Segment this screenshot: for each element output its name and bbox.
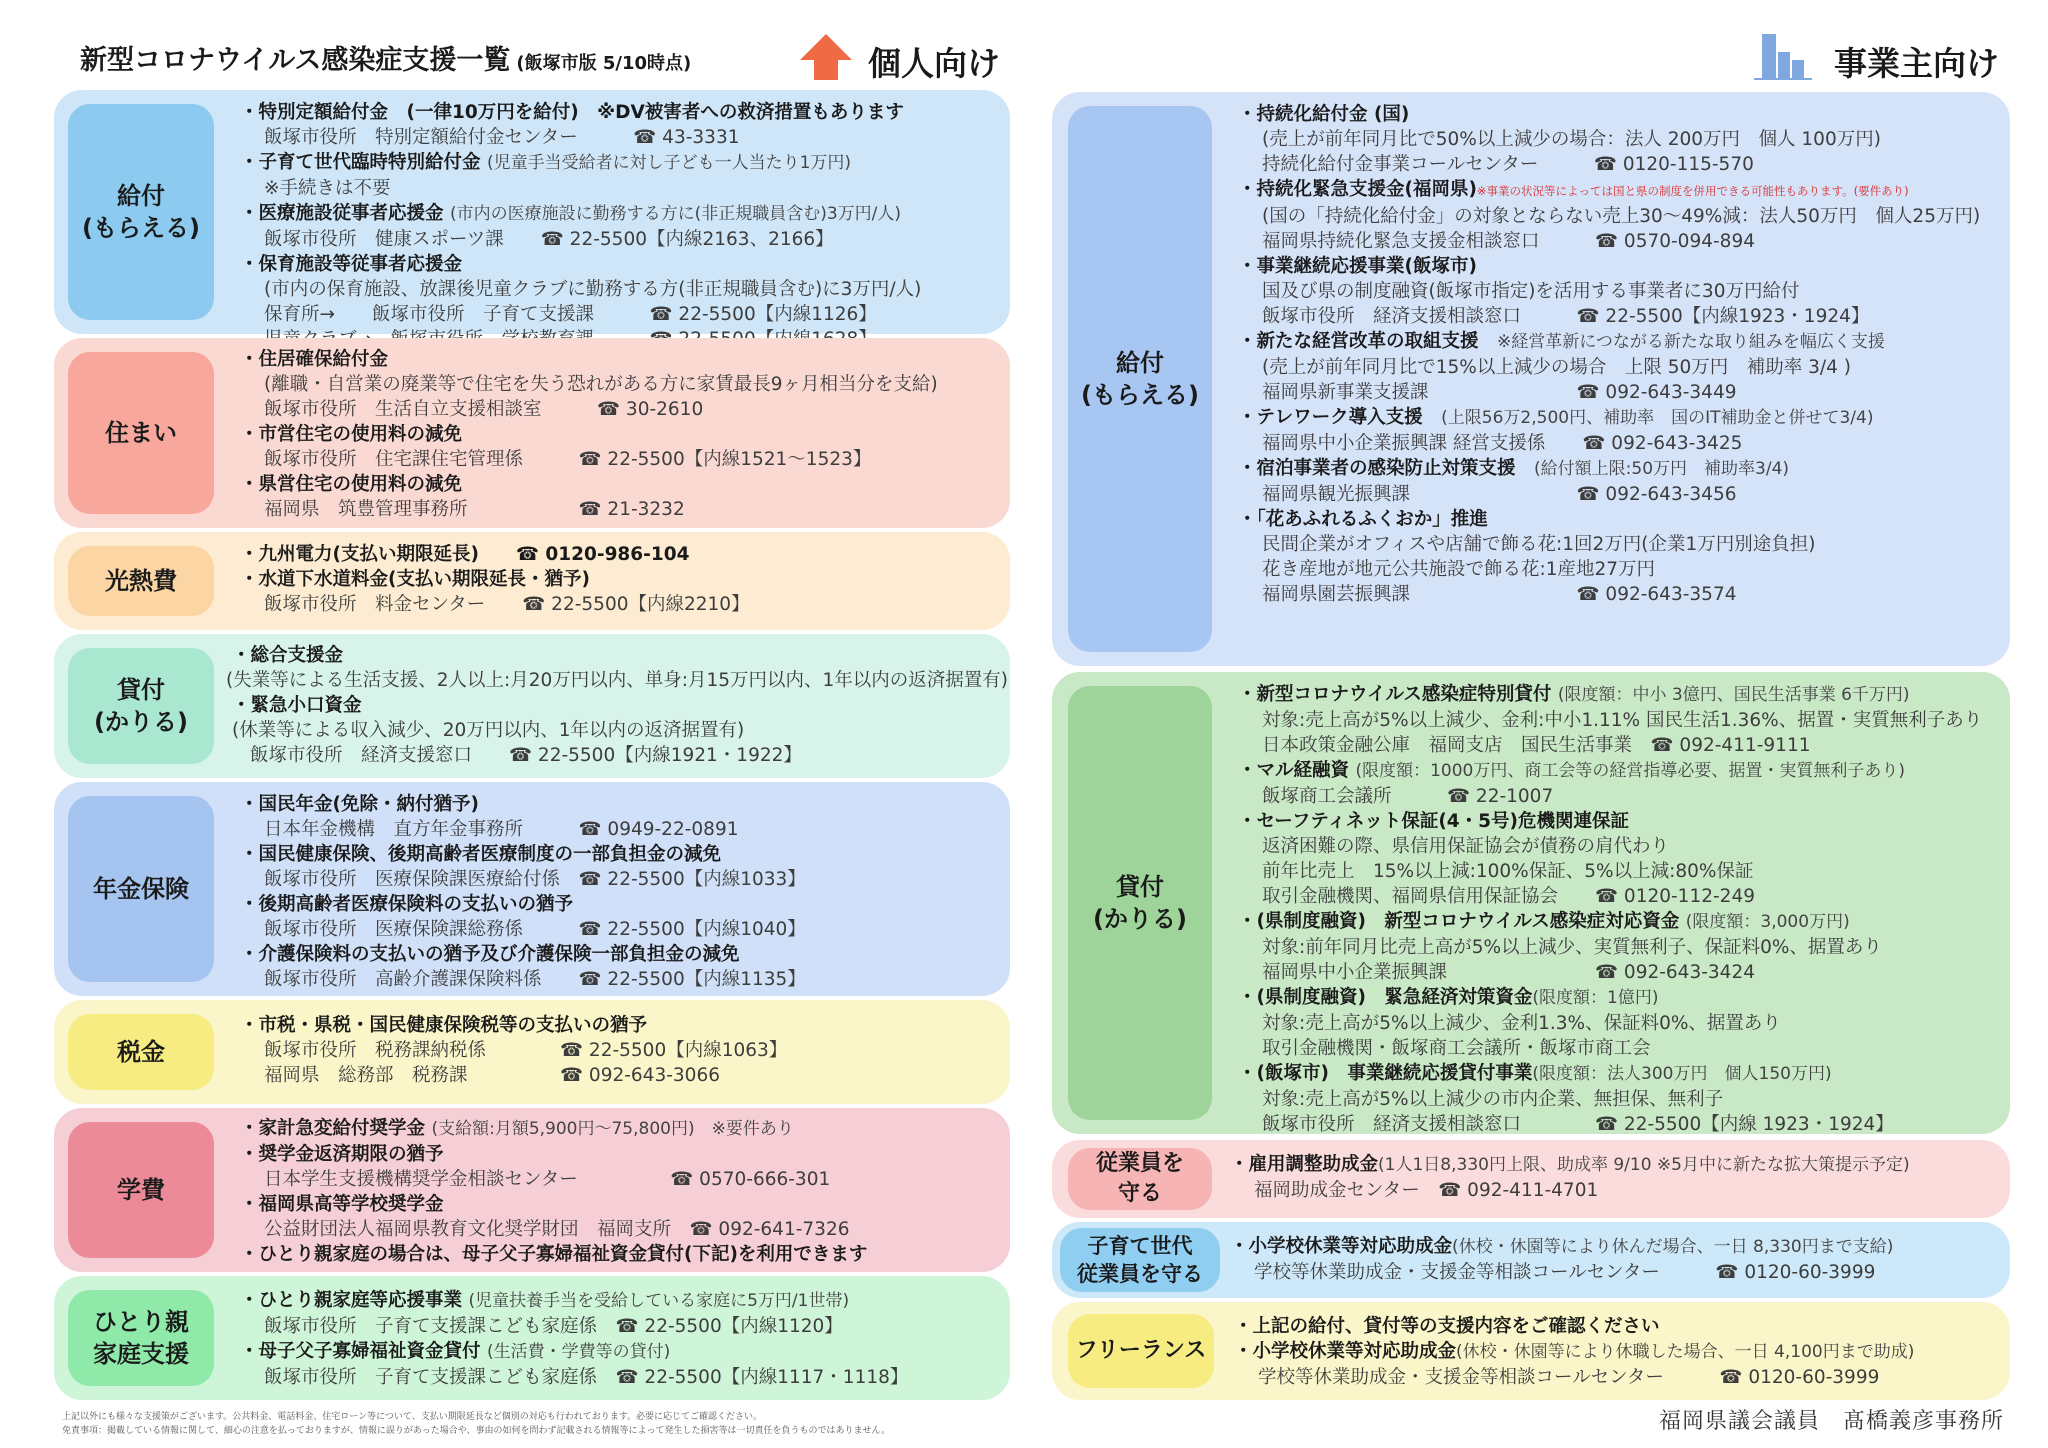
item-title: ・県営住宅の使用料の減免 [240,474,463,495]
item-title: ・緊急小口資金 [232,695,362,716]
contact-line: 福岡県園芸振興課 ☎ 092-643-3574 [1262,584,1737,605]
item-title: ・マル経融資 (限度額：1000万円、商工会等の経営指導必要、据置・実質無利子あり) [1238,760,1905,781]
item-note: 国及び県の制度融資(飯塚市指定)を活用する事業者に30万円給付 [1262,281,1800,302]
item-title: ・福岡県高等学校奨学金 [240,1194,444,1215]
item-note: (上限56万2,500円、補助率 国のIT補助金と併せて3/4) [1441,408,1874,428]
item-note: 民間企業がオフィスや店舗で飾る花:1回2万円(企業1万円別途負担) [1262,534,1816,555]
contact-line: 保育所→ 飯塚市役所 子育て支援課 ☎ 22-5500【内線1126】 [264,304,877,325]
item-title: ・セーフティネット保証(4・5号)危機関連保証 [1238,811,1630,832]
section-individual-loans [54,634,1010,778]
section-protect-employees [1052,1140,2010,1218]
contact-line: 飯塚商工会議所 ☎ 22-1007 [1262,786,1554,807]
contact-line: 福岡県観光振興課 ☎ 092-643-3456 [1262,484,1737,505]
office-name: 福岡県議会議員 髙橋義彦事務所 [1658,1409,2004,1434]
contact-line: 持続化給付金事業コールセンター ☎ 0120-115-570 [1262,154,1754,175]
item-note: (限度額：1億円) [1532,988,1659,1008]
item-title: ・医療施設従事者応援金 (市内の医療施設に勤務する方に(非正規職員含む)3万円/人) [240,203,902,224]
item-note: 花き産地が地元公共施設で飾る花:1産地27万円 [1262,559,1656,580]
title-date: (飯塚市版 5/10時点) [516,53,692,74]
item-title: ・ひとり親家庭等応援事業 (児童扶養手当を受給している家庭に5万円/1世帯) [240,1290,850,1311]
item-note: (売上が前年同月比で15%以上減少の場合 上限 50万円 補助率 3/4 ) [1262,357,1852,378]
section-housing [54,338,1010,528]
section-business-benefits [1052,92,2010,666]
item-note: (休業等による収入減少、20万円以内、1年以内の返済据置有) [232,720,745,741]
item-note: (児童手当受給者に対し子ども一人当たり1万円) [486,153,852,173]
contact-line: 飯塚市役所 生活自立支援相談室 ☎ 30-2610 [264,399,704,420]
contact-line: 日本年金機構 直方年金事務所 ☎ 0949-22-0891 [264,819,739,840]
item-title: ・総合支援金 [232,645,344,666]
item-note: (1人1日8,330円上限、助成率 9/10 ※5月中に新たな拡大策提示予定) [1378,1155,1910,1175]
item-note: (市内の保育施設、放課後児童クラブに勤務する方(非正規職員含む)に3万円/人) [264,279,922,300]
item-title: ・雇用調整助成金(1人1日8,330円上限、助成率 9/10 ※5月中に新たな拡大策提示予定) [1230,1154,1910,1175]
item-title: ・新たな経営改革の取組支援 ※経営革新につながる新たな取り組みを幅広く支援 [1238,331,1885,352]
item-note: ※経営革新につながる新たな取り組みを幅広く支援 [1497,332,1885,352]
section-label: 年金保険 [68,796,214,982]
section-single-parent [54,1276,1010,1400]
contact-line: 取引金融機関、福岡県信用保証協会 ☎ 0120-112-249 [1262,886,1755,907]
item-title: ・特別定額給付金 (一律10万円を給付) ※DV被害者への救済措置もあります [240,102,904,123]
item-title: ・小学校休業等対応助成金(休校・休園等により休職した場合、一日 4,100円まで助成) [1234,1341,1915,1362]
item-title: ・後期高齢者医療保険料の支払いの猶予 [240,894,574,915]
contact-line: 飯塚市役所 高齢介護課保険料係 ☎ 22-5500【内線1135】 [264,969,806,990]
footer-notes [62,1410,890,1438]
item-note: (市内の医療施設に勤務する方に(非正規職員含む)3万円/人) [449,204,902,224]
section-childcare-employees [1052,1222,2010,1298]
item-note: (失業等による生活支援、2人以上:月20万円以内、単身:月15万円以内、1年以内の返済据置有) [226,670,1009,691]
item-note: (生活費・学費等の貸付) [486,1342,671,1362]
section-label: フリーランス [1068,1314,1214,1388]
item-title: ・国民健康保険、後期高齢者医療制度の一部負担金の減免 [240,844,722,865]
section-freelance [1052,1302,2010,1400]
item-note: 対象:売上高が5%以上減少、金利:中小1.11% 国民生活1.36%、据置・実質無利子あり [1262,710,1983,731]
title-text: 新型コロナウイルス感染症支援一覧 [80,45,511,76]
item-title: ・住居確保給付金 [240,349,389,370]
item-note: (売上が前年同月比で50%以上減少の場合：法人 200万円 個人 100万円) [1262,129,1881,150]
contact-line: 福岡県 総務部 税務課 ☎ 092-643-3066 [264,1065,720,1086]
item-title: ・国民年金(免除・納付猶予) [240,794,479,815]
item-note: (離職・自営業の廃業等で住宅を失う恐れがある方に家賃最長9ヶ月相当分を支給) [264,374,938,395]
business-heading: 事業主向け [1834,44,1999,83]
item-note: 対象:売上高が5%以上減少、金利1.3%、保証料0%、据置あり [1262,1013,1781,1034]
disclaimer: 免責事項：掲載している情報に関して、細心の注意を払っておりますが、情報に誤りがあった場合や、事由の如何を問わず記載される情報等によって発生した損害等は一切責任を負うものではありません。 [62,1426,891,1436]
item-title: ・宿泊事業者の感染防止対策支援 (給付額上限:50万円 補助率3/4) [1238,458,1790,479]
item-note: (児童扶養手当を受給している家庭に5万円/1世帯) [468,1291,850,1311]
section-label: ひとり親 家庭支援 [68,1290,214,1386]
item-title: ・上記の給付、貸付等の支援内容をご確認ください [1234,1316,1660,1337]
contact-line: 福岡県持続化緊急支援金相談窓口 ☎ 0570-094-894 [1262,231,1755,252]
section-label: 給付 (もらえる) [68,104,214,320]
footer-note: 上記以外にも様々な支援策がございます。公共料金、電話料金、住宅ローン等について、支払い期限延長など個別の対応も行われております。必要に応じてご確認ください。 [62,1412,763,1422]
item-note: (給付額上限:50万円 補助率3/4) [1534,459,1790,479]
building-icon [1752,30,1814,80]
item-title: ・(県制度融資) 緊急経済対策資金(限度額：1億円) [1238,987,1659,1008]
section-label: 学費 [68,1122,214,1258]
item-title: ・母子父子寡婦福祉資金貸付 (生活費・学費等の貸付) [240,1341,671,1362]
item-note: 返済困難の際、県信用保証協会が債務の肩代わり [1262,836,1670,857]
contact-line: 日本政策金融公庫 福岡支店 国民生活事業 ☎ 092-411-9111 [1262,735,1811,756]
contact-line: 日本学生支援機構奨学金相談センター ☎ 0570-666-301 [264,1169,831,1190]
section-pension-insurance [54,782,1010,996]
section-label: 住まい [68,352,214,514]
section-business-loans [1052,672,2010,1134]
item-note: (支給額:月額5,900円～75,800円) ※要件あり [431,1119,794,1139]
section-label: 貸付 (かりる) [68,648,214,764]
section-taxes [54,1000,1010,1104]
contact-line: 飯塚市役所 税務課納税係 ☎ 22-5500【内線1063】 [264,1040,788,1061]
contact-line: 飯塚市役所 特別定額給付金センター ☎ 43-3331 [264,127,740,148]
item-title: ・テレワーク導入支援 (上限56万2,500円、補助率 国のIT補助金と併せて3/4) [1238,407,1874,428]
item-note: (限度額：3,000万円) [1685,912,1850,932]
item-title: ・家計急変給付奨学金 (支給額:月額5,900円～75,800円) ※要件あり [240,1118,794,1139]
contact-line: 飯塚市役所 健康スポーツ課 ☎ 22-5500【内線2163、2166】 [264,229,834,250]
item-title: ・事業継続応援事業(飯塚市) [1238,256,1477,277]
contact-line: 飯塚市役所 医療保険課総務係 ☎ 22-5500【内線1040】 [264,919,806,940]
item-note: (休校・休園等により休んだ場合、一日 8,330円まで支給) [1452,1237,1894,1257]
item-note: (限度額：中小 3億円、国民生活事業 6千万円) [1557,685,1910,705]
item-title: ・新型コロナウイルス感染症特別貸付 (限度額：中小 3億円、国民生活事業 6千万円) [1238,684,1910,705]
page-title [80,38,691,77]
section-label: 税金 [68,1014,214,1090]
section-tuition [54,1108,1010,1272]
item-title: ・持続化緊急支援金(福岡県)※事業の状況等によっては国と県の制度を併用できる可能性もあります。(要件あり) [1238,179,1909,200]
item-title: ・持続化給付金 (国) [1238,104,1410,125]
contact-line: 飯塚市役所 子育て支援課こども家庭係 ☎ 22-5500【内線1120】 [264,1316,843,1337]
contact-line: 福岡県中小企業振興課 ☎ 092-643-3424 [1262,962,1755,983]
section-label: 給付 (もらえる) [1068,106,1212,652]
item-note: (休校・休園等により休職した場合、一日 4,100円まで助成) [1456,1342,1915,1362]
item-note: 対象:売上高が5%以上減少の市内企業、無担保、無利子 [1262,1089,1724,1110]
up-arrow-icon [798,32,854,82]
contact-line: 福岡県 筑豊管理事務所 ☎ 21-3232 [264,499,685,520]
contact-line: 飯塚市役所 経済支援相談窓口 ☎ 22-5500【内線 1923・1924】 [1262,1114,1894,1135]
individual-heading: 個人向け [868,44,1000,83]
item-note: ※手続きは不要 [264,178,391,199]
section-utilities [54,532,1010,630]
section-label: 従業員を 守る [1068,1148,1212,1210]
item-note: (国の「持続化給付金」の対象とならない売上30～49%減：法人50万円 個人25万円) [1262,206,1981,227]
contact-line: 学校等休業助成金・支援金等相談コールセンター ☎ 0120-60-3999 [1254,1262,1876,1283]
item-title: ・保育施設等従事者応援金 [240,254,463,275]
contact-line: 飯塚市役所 経済支援窓口 ☎ 22-5500【内線1921・1922】 [250,745,802,766]
contact-line: 福岡県新事業支援課 ☎ 092-643-3449 [1262,382,1737,403]
item-note: (限度額：1000万円、商工会等の経営指導必要、据置・実質無利子あり) [1355,761,1905,781]
contact-line: 福岡助成金センター ☎ 092-411-4701 [1254,1180,1599,1201]
contact-line: 飯塚市役所 医療保険課医療給付係 ☎ 22-5500【内線1033】 [264,869,806,890]
item-title: ・(県制度融資) 新型コロナウイルス感染症対応資金 (限度額：3,000万円) [1238,911,1850,932]
item-note: (限度額：法人300万円 個人150万円) [1532,1064,1832,1084]
item-title: ・市営住宅の使用料の減免 [240,424,463,445]
section-label: 子育て世代 従業員を守る [1060,1228,1220,1292]
contact-line: 飯塚市役所 住宅課住宅管理係 ☎ 22-5500【内線1521～1523】 [264,449,872,470]
contact-line: 飯塚市役所 子育て支援課こども家庭係 ☎ 22-5500【内線1117・1118】 [264,1367,909,1388]
item-title: ・(飯塚市) 事業継続応援貸付事業(限度額：法人300万円 個人150万円) [1238,1063,1832,1084]
item-note: 取引金融機関・飯塚商工会議所・飯塚市商工会 [1262,1038,1651,1059]
contact-line: 公益財団法人福岡県教育文化奨学財団 福岡支所 ☎ 092-641-7326 [264,1219,850,1240]
contact-line: 飯塚市役所 経済支援相談窓口 ☎ 22-5500【内線1923・1924】 [1262,306,1870,327]
item-note: 前年比売上 15%以上減:100%保証、5%以上減:80%保証 [1262,861,1754,882]
item-note: 対象:前年同月比売上高が5%以上減少、実質無利子、保証料0%、据置あり [1262,937,1882,958]
contact-line: 飯塚市役所 料金センター ☎ 22-5500【内線2210】 [264,594,750,615]
contact-line: 学校等休業助成金・支援金等相談コールセンター ☎ 0120-60-3999 [1258,1367,1880,1388]
item-title: ・子育て世代臨時特別給付金 (児童手当受給者に対し子ども一人当たり1万円) [240,152,852,173]
contact-line: 福岡県中小企業振興課 経営支援係 ☎ 092-643-3425 [1262,433,1743,454]
item-title: ・奨学金返済期限の猶予 [240,1144,444,1165]
section-label: 光熱費 [68,546,214,616]
item-title: ・水道下水道料金(支払い期限延長・猶予) [240,569,590,590]
section-individual-benefits [54,90,1010,334]
item-title: ・九州電力(支払い期限延長) ☎ 0120-986-104 [240,544,690,565]
item-title: ・市税・県税・国民健康保険税等の支払いの猶予 [240,1015,648,1036]
item-warning: ※事業の状況等によっては国と県の制度を併用できる可能性もあります。(要件あり) [1476,184,1909,198]
item-title: ・「花あふれるふくおか」推進 [1238,509,1488,530]
item-title: ・小学校休業等対応助成金(休校・休園等により休んだ場合、一日 8,330円まで支給) [1230,1236,1894,1257]
section-label: 貸付 (かりる) [1068,686,1212,1120]
item-title: ・ひとり親家庭の場合は、母子父子寡婦福祉資金貸付(下記)を利用できます [240,1244,868,1265]
item-title: ・介護保険料の支払いの猶予及び介護保険一部負担金の減免 [240,944,740,965]
